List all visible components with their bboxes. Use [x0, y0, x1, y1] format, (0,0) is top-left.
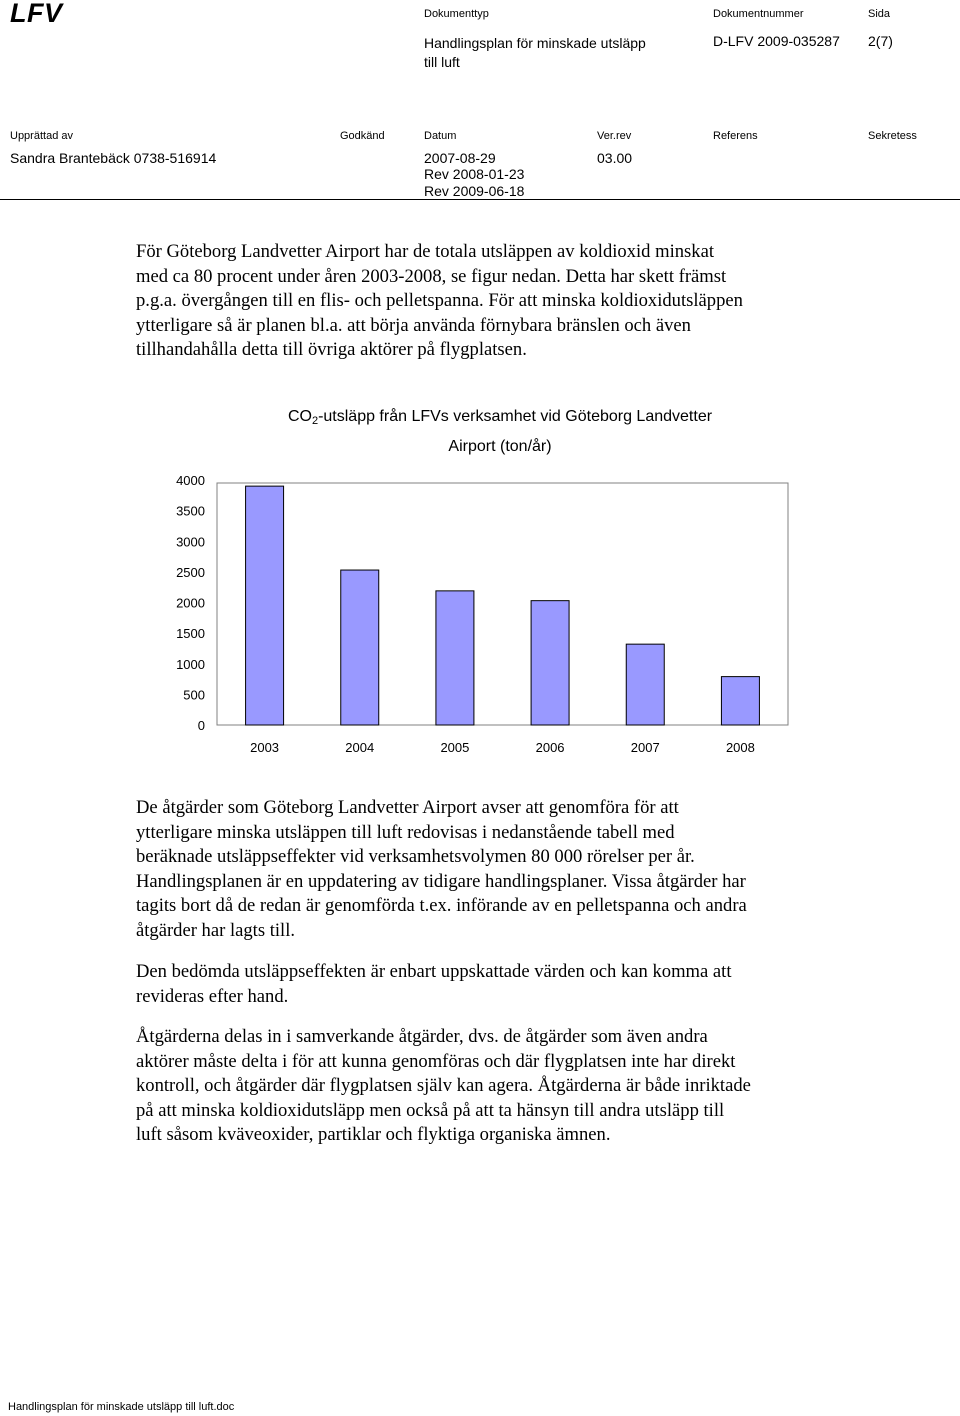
intro-paragraph-text: För Göteborg Landvetter Airport har de totala utsläppen av koldioxid minskat med ca 80 procent under åren 2003-2008, se figur nedan. Detta har skett främst p.g.a. övergången till en flis- och pelletspanna. För att minska koldioxidutsläppen ytterligare så är planen bl.a. att börja använda förnybara bränslen och även tillhandahålla detta till övriga aktörer på flygplatsen.	[136, 241, 743, 361]
version-label: Ver.rev	[597, 130, 632, 142]
doc-number-value: D-LFV 2009-035287	[713, 33, 840, 49]
doc-type-value-line1: Handlingsplan för minskade utsläpp	[424, 35, 646, 51]
estimate-paragraph	[136, 960, 856, 1009]
estimate-paragraph-text: Den bedömda utsläppseffekten är enbart uppskattade värden och kan komma att revideras efter hand.	[136, 961, 732, 1007]
y-tick-label: 0	[197, 718, 205, 733]
secrecy-label: Sekretess	[868, 130, 917, 142]
chart-title-line1	[180, 404, 820, 434]
date-label: Datum	[424, 130, 457, 142]
y-tick-label: 1500	[176, 626, 205, 642]
y-tick-label: 3000	[176, 534, 205, 550]
categories-paragraph	[136, 1025, 856, 1148]
revision-date-2: Rev 2009-06-18	[424, 183, 525, 199]
intro-paragraph	[136, 240, 856, 363]
doc-type-label: Dokumenttyp	[424, 8, 489, 20]
chart-title-suffix: -utsläpp från LFVs verksamhet vid Göteborg Landvetter	[318, 408, 713, 425]
page-label: Sida	[868, 8, 891, 20]
bar-2008	[721, 677, 759, 725]
bar-2004	[341, 570, 379, 725]
y-axis-ticks	[176, 473, 205, 733]
x-tick-label-2004: 2004	[345, 740, 375, 755]
y-tick-label: 3500	[176, 503, 205, 519]
plot-area	[217, 483, 788, 725]
date-value: 2007-08-29	[424, 150, 496, 166]
approved-label: Godkänd	[340, 130, 385, 142]
x-tick-label-2006: 2006	[535, 740, 565, 755]
doc-number-label: Dokumentnummer	[713, 8, 804, 20]
x-tick-label-2007: 2007	[630, 740, 660, 755]
bars	[246, 486, 760, 725]
lfv-logo: LFV	[10, 0, 63, 28]
header-divider	[0, 199, 960, 200]
bar-2003	[246, 486, 284, 725]
measures-paragraph	[136, 796, 856, 944]
chart-title	[180, 404, 820, 460]
y-tick-label: 1000	[176, 656, 205, 672]
y-tick-label: 2500	[176, 564, 205, 580]
y-tick-label: 2000	[176, 595, 205, 611]
prepared-by-value: Sandra Brantebäck 0738-516914	[10, 150, 217, 166]
measures-paragraph-text: De åtgärder som Göteborg Landvetter Airport avser att genomföra för att ytterligare minska utsläppen till luft redovisas i nedanstående tabell med beräknade utsläppseffekter vid verksamhetsvolymen 80 000 rörelser per år. Handlingsplanen är en uppdatering av tidigare handlingsplaner. Vissa åtgärder har tagits bort då de redan är genomförda t.ex. införande av en pelletspanna och andra åtgärder har lagts till.	[136, 797, 747, 941]
revision-date-1: Rev 2008-01-23	[424, 166, 525, 182]
chart-title-subscript: 2	[311, 415, 319, 427]
x-tick-label-2005: 2005	[440, 740, 470, 755]
bar-2007	[626, 644, 664, 725]
x-tick-label-2008: 2008	[725, 740, 755, 755]
bar-2005	[436, 591, 474, 725]
x-axis-labels	[250, 740, 755, 755]
x-tick-label-2003: 2003	[250, 740, 280, 755]
page-value: 2(7)	[868, 33, 893, 49]
reference-label: Referens	[713, 130, 758, 142]
bar-2006	[531, 601, 569, 725]
y-tick-label: 500	[183, 687, 205, 703]
categories-paragraph-text: Åtgärderna delas in i samverkande åtgärder, dvs. de åtgärder som även andra aktörer måste delta i för att kunna genomföras och där flygplatsen inte har direkt kontroll, och åtgärder där flygplatsen själv kan agera. Åtgärderna är både inriktade på att minska koldioxidutsläpp men också på att ta hänsyn till andra utsläpp till luft såsom kväveoxider, partiklar och flyktiga organiska ämnen.	[136, 1026, 751, 1146]
doc-type-value-line2: till luft	[424, 54, 460, 70]
footer-filename: Handlingsplan för minskade utsläpp till luft.doc	[8, 1401, 235, 1413]
co2-bar-chart	[0, 460, 960, 760]
chart-title-line2: Airport (ton/år)	[448, 438, 552, 455]
y-tick-label: 4000	[176, 473, 205, 488]
chart-title-prefix: CO	[287, 408, 312, 425]
version-value: 03.00	[597, 150, 633, 166]
prepared-by-label: Upprättad av	[10, 130, 73, 142]
